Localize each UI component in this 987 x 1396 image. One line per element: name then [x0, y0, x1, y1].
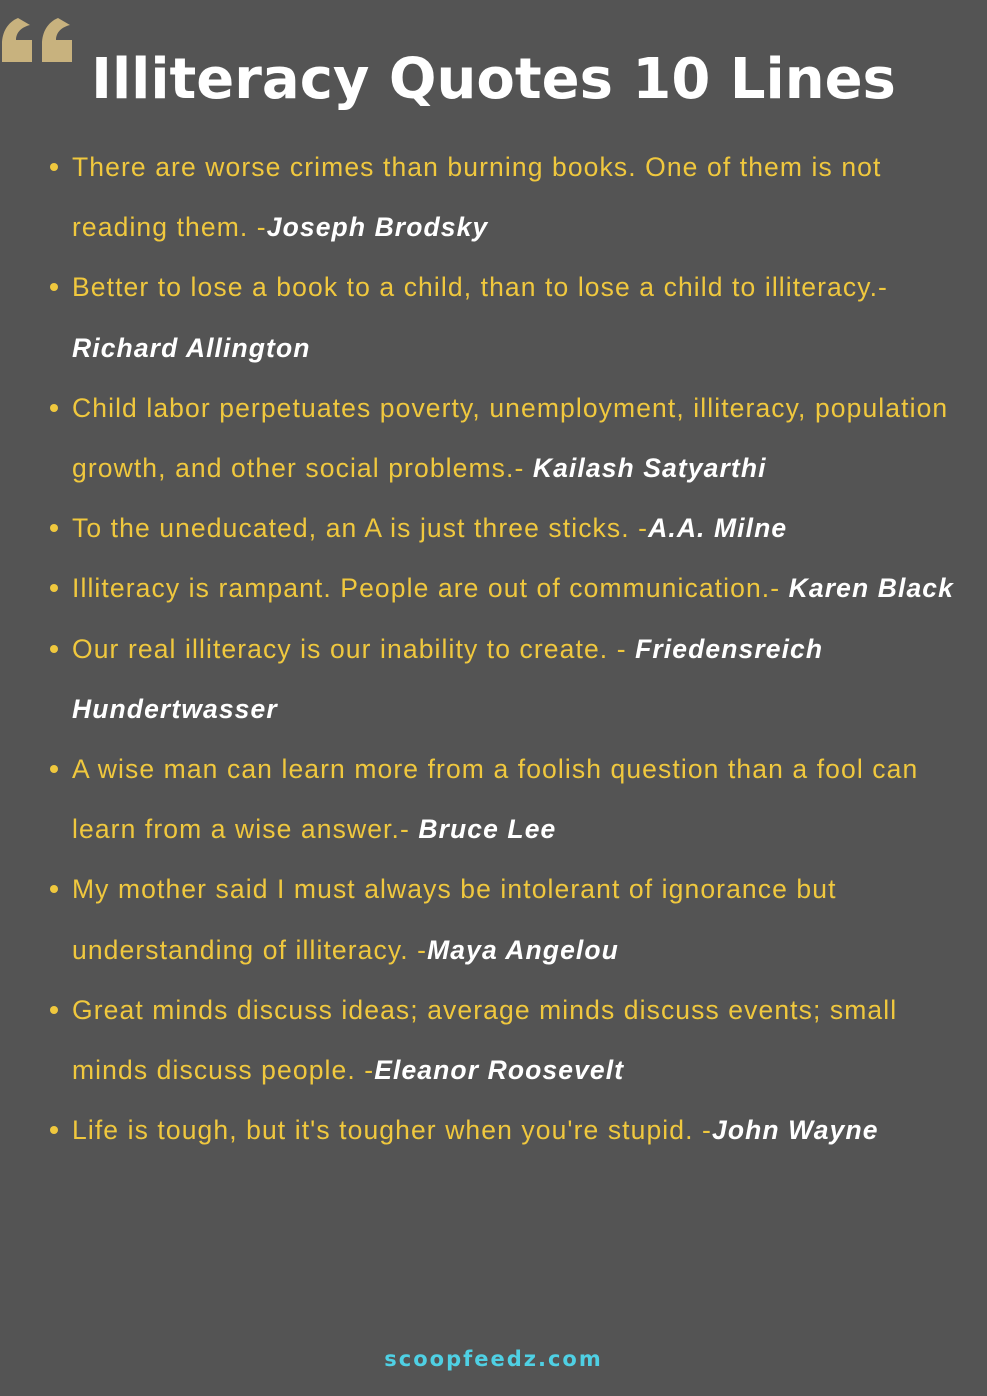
quote-item [72, 378, 957, 498]
quote-item [72, 257, 957, 377]
site-footer-link[interactable]: scoopfeedz.com [384, 1347, 603, 1371]
bullet-icon [50, 885, 58, 893]
bullet-icon [50, 1006, 58, 1014]
quote-item [72, 980, 957, 1100]
quote-text: Child labor perpetuates poverty, unemployment, illiteracy, population growth, and other social problems.- [72, 392, 949, 484]
quote-item [72, 558, 957, 618]
quote-item [72, 1100, 957, 1160]
quote-text: Illiteracy is rampant. People are out of communication.- [72, 573, 789, 604]
bullet-icon [50, 524, 58, 532]
quote-text: To the uneducated, an A is just three sticks. - [72, 513, 649, 544]
quote-author: Joseph Brodsky [266, 212, 489, 243]
quote-author: Eleanor Roosevelt [374, 1055, 625, 1086]
quote-item [72, 137, 957, 257]
quote-text: Our real illiteracy is our inability to create. - [72, 633, 636, 664]
quote-author: Kailash Satyarthi [532, 453, 767, 484]
quote-text: My mother said I must always be intolerant of ignorance but understanding of illiteracy. - [72, 874, 837, 965]
quote-text: Great minds discuss ideas; average minds discuss events; small minds discuss people. - [72, 994, 898, 1086]
quote-item [72, 619, 957, 739]
bullet-icon [50, 404, 58, 412]
quote-text: Better to lose a book to a child, than to lose a child to illiteracy.- [72, 272, 888, 303]
bullet-icon [50, 163, 58, 171]
bullet-icon [50, 645, 58, 653]
quote-text: Life is tough, but it's tougher when you're stupid. - [72, 1115, 712, 1146]
quote-author: Bruce Lee [418, 814, 557, 845]
quote-item [72, 498, 957, 558]
page-title: Illiteracy Quotes 10 Lines [91, 47, 896, 112]
quote-item [72, 739, 957, 859]
quote-item [72, 859, 957, 979]
bullet-icon [50, 1126, 58, 1134]
quote-author: A.A. Milne [648, 513, 788, 544]
quote-author: John Wayne [711, 1115, 879, 1146]
bullet-icon [50, 283, 58, 291]
quote-author: Maya Angelou [427, 934, 619, 965]
quote-author: Karen Black [788, 573, 954, 604]
quote-author: Friedensreich Hundertwasser [72, 633, 824, 724]
quote-author: Richard Allington [72, 332, 311, 363]
quote-text: There are worse crimes than burning books. One of them is not reading them. - [72, 152, 882, 243]
bullet-icon [50, 765, 58, 773]
bullet-icon [50, 584, 58, 592]
quote-list [72, 137, 957, 1160]
quote-text: A wise man can learn more from a foolish question than a fool can learn from a wise answer.- [72, 754, 919, 845]
